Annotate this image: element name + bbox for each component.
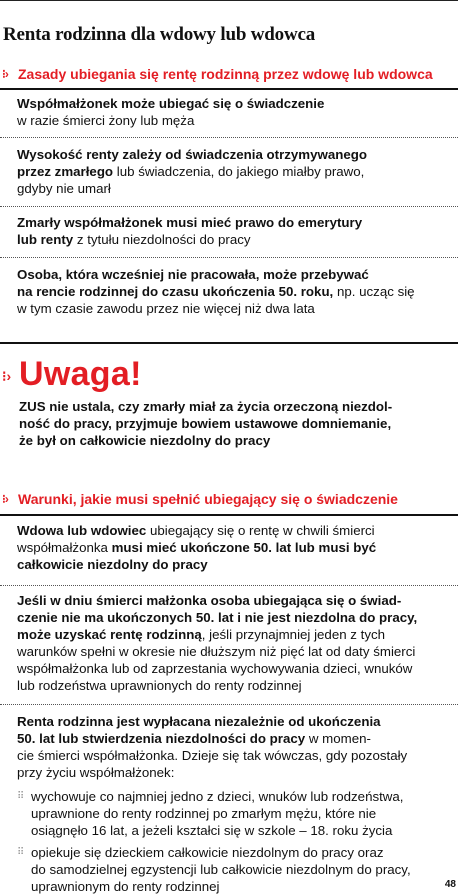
section2-item-1: Wdowa lub wdowiec ubiegający się o rentę w chwili śmierci współmałżonka musi mieć ukończone 50. lat lub musi być całkowicie niezdolny do pracy [17,523,377,572]
top-rule [0,0,458,1]
dotted-separator [0,137,458,138]
uwaga-text: ZUS nie ustala, czy zmarły miał za życia orzeczoną niezdol- ność do pracy, przyjmuje bowiem ustawowe domniemanie, że był on całkowicie niezdolny do pracy [19,399,393,448]
uwaga-heading: Uwaga! [19,355,142,393]
dotted-separator [0,704,458,705]
section2-item-2: Jeśli w dniu śmierci małżonka osoba ubiegająca się o świad- czenie nie ma ukończonych 50. lat i nie jest niezdolna do pracy, może uzyskać rentę rodzinną, jeśli przynajmniej jeden z tych warunków spełni w okresie nie dłuższym niż pięć lat od daty śmierci współmałżonka lub od zaprzestania wychowywania dzieci, wnuków lub rodzeństwa uprawnionych do renty rodzinnej [17,593,418,693]
section2-divider [0,514,458,516]
section1-item-4: Osoba, która wcześniej nie pracowała, może przebywać na rencie rodzinnej do czasu ukończenia 50. roku, np. ucząc się w tym czasie zawodu przez nie więcej niż dwa lata [17,267,415,316]
list-item: ⠿ opiekuje się dzieckiem całkowicie niezdolnym do pracy oraz do samodzielnej egzystencji lub całkowicie niezdolnym do pracy, uprawnionym do renty rodzinnej [17,845,411,894]
uwaga-divider [0,342,458,344]
dotted-separator [0,206,458,207]
section1-heading: Zasady ubiegania się rentę rodzinną przez wdowę lub wdowca [18,66,433,82]
grid-bullet-icon: ⠿ [17,791,25,802]
dotted-separator [0,257,458,258]
list-item: ⠿ wychowuje co najmniej jedno z dzieci, wnuków lub rodzeństwa, uprawnione do renty rodzinnej po zmarłym mężu, które nie osiągnęło 16 lat, a jeżeli kształci się w szkole – 18. roku życia [17,789,404,838]
section1-item-3: Zmarły współmałżonek musi mieć prawo do emerytury lub renty z tytułu niezdolności do pracy [17,215,363,247]
page-number: 48 [444,879,456,890]
arrow-icon: ⁝› [2,492,8,506]
section2-item-3: Renta rodzinna jest wypłacana niezależnie od ukończenia 50. lat lub stwierdzenia niezdolności do pracy w momen- cie śmierci współmałżonka. Dzieje się tak wówczas, gdy pozostały przy życiu współmałżonek: [17,714,408,780]
page-title: Renta rodzinna dla wdowy lub wdowca [3,24,316,45]
section1-item-1: Współmałżonek może ubiegać się o świadczenie w razie śmierci żony lub męża [17,96,325,128]
section2-header [0,491,458,507]
section1-divider [0,88,458,90]
arrow-icon: ⁝› [2,67,8,81]
section2-heading: Warunki, jakie musi spełnić ubiegający się o świadczenie [18,491,398,507]
section1-item-2: Wysokość renty zależy od świadczenia otrzymywanego przez zmarłego lub świadczenia, do jakiego miałby prawo, gdyby nie umarł [17,147,368,196]
section1-header [0,66,458,82]
arrow-icon: ⁝› [2,368,12,384]
grid-bullet-icon: ⠿ [17,847,25,858]
dotted-separator [0,585,458,586]
